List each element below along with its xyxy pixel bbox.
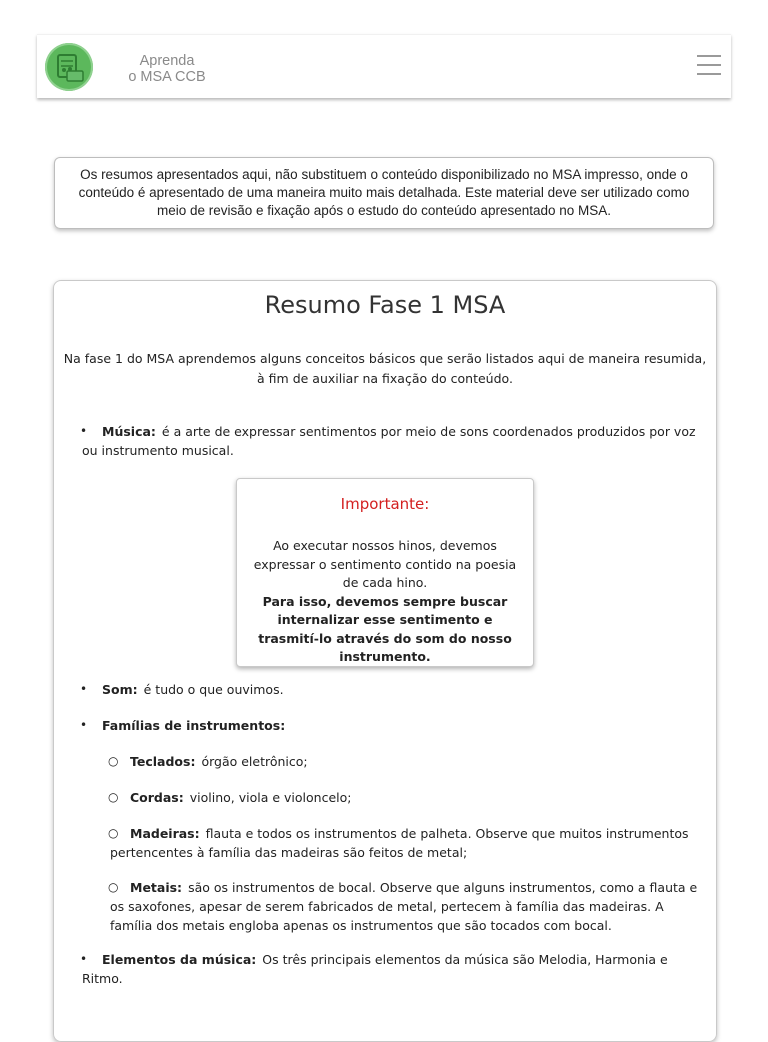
summary-title: Resumo Fase 1 MSA — [264, 291, 506, 319]
music-score-icon[interactable] — [45, 43, 93, 91]
term-teclados: Teclados: — [130, 754, 196, 769]
bullet-icon: • — [80, 682, 88, 696]
hamburger-menu-icon[interactable] — [697, 55, 721, 79]
term-madeiras: Madeiras: — [130, 826, 200, 841]
text-teclados: órgão eletrônico; — [201, 754, 308, 769]
important-title: Importante: — [340, 495, 430, 513]
disclaimer-text: Os resumos apresentados aqui, não substituem o conteúdo disponibilizado no MSA impresso, onde o conteúdo é apresentado de uma maneira muito mais detalhada. Este material deve ser utilizado como meio de revisão e fixação após o estudo do conteúdo apresentado no MSA. — [78, 167, 690, 218]
circle-bullet-icon: ○ — [108, 880, 119, 894]
circle-bullet-icon: ○ — [108, 790, 119, 804]
list-item-elementos — [82, 950, 702, 988]
circle-bullet-icon: ○ — [108, 826, 119, 840]
text-cordas: violino, viola e violoncelo; — [189, 790, 352, 805]
text-som: é tudo o que ouvimos. — [143, 682, 284, 697]
brand-line-2: o MSA CCB — [128, 69, 206, 85]
list-item-cordas — [110, 788, 690, 807]
list-item-teclados — [110, 752, 690, 771]
brand-line-1: Aprenda — [139, 53, 195, 69]
bullet-icon: • — [80, 718, 88, 732]
important-strong-text: Para isso, devemos sempre buscar internalizar esse sentimento e trasmití-lo através do som do nosso instrumento. — [258, 593, 512, 664]
list-item-familias — [82, 716, 682, 735]
list-item-metais — [110, 878, 708, 935]
term-cordas: Cordas: — [130, 790, 184, 805]
text-madeiras: flauta e todos os instrumentos de palheta. Observe que muitos instrumentos pertencentes à família das madeiras são feitos de metal; — [110, 826, 689, 860]
list-item-madeiras — [110, 824, 690, 862]
list-item-som — [82, 680, 682, 699]
term-som: Som: — [102, 682, 138, 697]
bullet-icon: • — [80, 424, 88, 438]
brand-title[interactable] — [117, 53, 217, 85]
text-elementos: Os três principais elementos da música são Melodia, Harmonia e Ritmo. — [82, 952, 668, 986]
text-musica: é a arte de expressar sentimentos por meio de sons coordenados produzidos por voz ou instrumento musical. — [82, 424, 696, 458]
summary-card — [53, 280, 717, 1042]
text-metais: são os instrumentos de bocal. Observe que alguns instrumentos, como a flauta e os saxofones, apesar de serem fabricados de metal, pertecem à família das madeiras. A família dos metais engloba apenas os instrumentos que são tocados com bocal. — [110, 880, 698, 933]
important-text: Ao executar nossos hinos, devemos expressar o sentimento contido na poesia de cada hino. — [253, 538, 517, 590]
summary-intro: Na fase 1 do MSA aprendemos alguns conceitos básicos que serão listados aqui de maneira resumida, à fim de auxiliar na fixação do conteúdo. — [63, 351, 707, 386]
important-box — [236, 478, 534, 667]
bullet-icon: • — [80, 952, 88, 966]
term-familias: Famílias de instrumentos: — [102, 718, 286, 733]
disclaimer-notice — [54, 157, 714, 229]
important-body — [253, 537, 517, 667]
circle-bullet-icon: ○ — [108, 754, 119, 768]
term-elementos: Elementos da música: — [102, 952, 257, 967]
navbar — [37, 34, 731, 98]
term-metais: Metais: — [130, 880, 183, 895]
term-musica: Música: — [102, 424, 156, 439]
list-item-musica — [82, 422, 702, 460]
